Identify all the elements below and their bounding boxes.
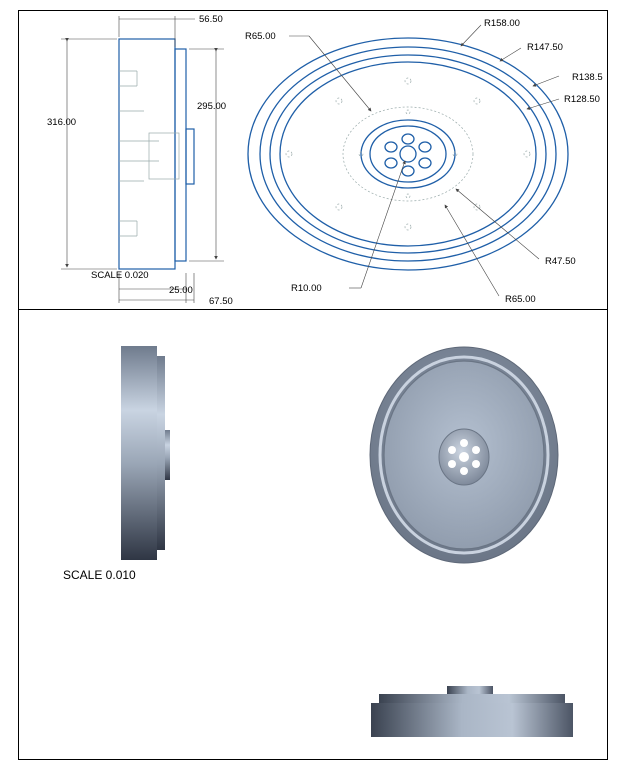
dim-height-inner: 295.00 [197, 101, 227, 112]
render-side-body [121, 346, 157, 560]
bolt-hole-3 [419, 158, 431, 168]
render-side-hub [165, 430, 170, 480]
side-body-outline [119, 39, 175, 269]
side-hidden-lines [119, 71, 179, 236]
side-hub [186, 129, 194, 184]
label-r65-bottom: R65.00 [505, 294, 536, 305]
drawing-canvas [19, 11, 609, 311]
render-scale-label: SCALE 0.010 [63, 568, 136, 582]
side-dimension-lines [61, 16, 227, 303]
side-view [47, 14, 233, 307]
render-bottom-body [371, 703, 573, 737]
side-rim-step [175, 49, 186, 261]
render-bottom-hub [447, 686, 493, 694]
rendered-views-panel [18, 310, 608, 760]
label-r47: R47.50 [545, 256, 576, 267]
label-r10: R10.00 [291, 283, 322, 294]
center-bore [400, 146, 416, 162]
side-scale-label: SCALE 0.020 [91, 270, 149, 281]
bolt-hole-1 [402, 134, 414, 144]
dim-top-width: 56.50 [199, 14, 223, 25]
render-side-view [121, 346, 170, 560]
ring-r158 [248, 38, 568, 270]
front-view [245, 18, 603, 305]
label-r128: R128.50 [564, 94, 600, 105]
front-hidden-lines [286, 78, 530, 230]
label-r147: R147.50 [527, 42, 563, 53]
label-r138: R138.5 [572, 72, 603, 83]
label-r158: R158.00 [484, 18, 520, 29]
dim-hub-width: 25.00 [169, 285, 193, 296]
render-bottom-view [371, 686, 573, 737]
render-side-rim [157, 356, 165, 550]
render-front-view [370, 347, 558, 563]
front-rings [248, 38, 568, 270]
bolt-hole-5 [385, 158, 397, 168]
bolt-hole-2 [419, 142, 431, 152]
bolt-hole-6 [385, 142, 397, 152]
render-canvas [19, 310, 609, 760]
ring-r47 [361, 120, 455, 188]
label-r65-top: R65.00 [245, 31, 276, 42]
dim-height-total: 316.00 [47, 117, 77, 128]
ring-r128 [280, 62, 536, 246]
technical-drawing-panel [18, 10, 608, 310]
render-bottom-rim [379, 694, 565, 703]
bolt-hole-4 [402, 166, 414, 176]
dim-overall-width: 67.50 [209, 296, 233, 307]
ring-r138 [270, 55, 546, 253]
ring-r147 [260, 47, 556, 261]
